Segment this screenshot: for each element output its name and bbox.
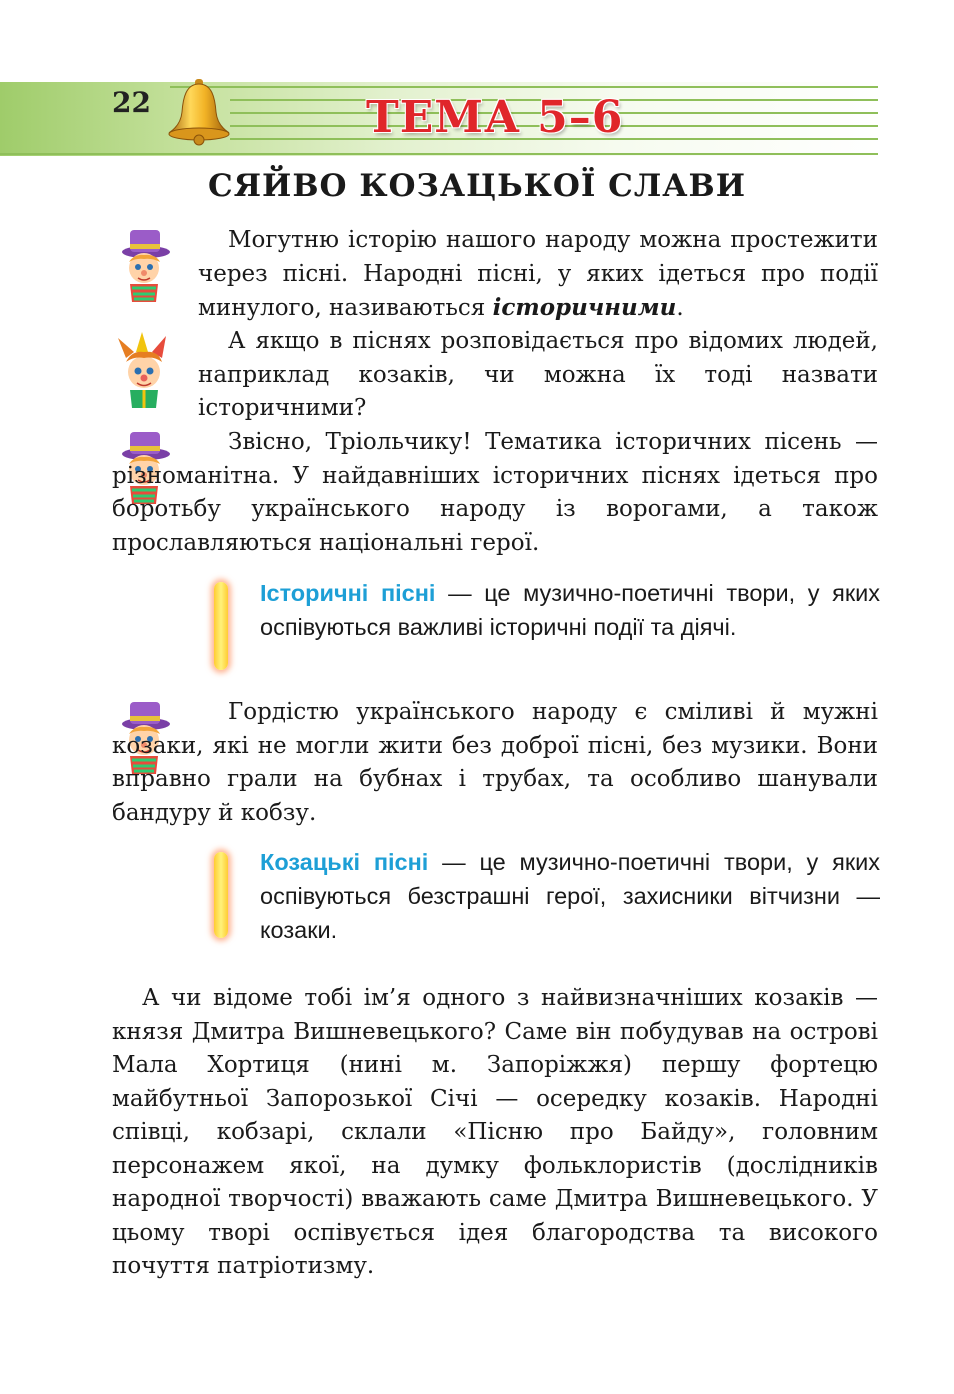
definition-marker <box>214 582 228 670</box>
definition-historical-songs <box>260 576 880 644</box>
definition-term: Історичні пісні <box>260 580 436 606</box>
paragraph-answer: Звісно, Тріольчику! Тематика історичних пісень — різноманітна. У найдавніших історичних піснях ідеться про боротьбу українського народу із ворогами, а також прославляються національні герої. <box>112 429 878 556</box>
definition-term: Козацькі пісні <box>260 849 429 875</box>
paragraph-intro-end: . <box>676 295 684 321</box>
definition-text: — це музично-поетичні твори, у яких оспівуються важливі історичні події та діячі. <box>260 580 880 640</box>
paragraph-vyshnevetsky: А чи відоме тобі ім’я одного з найвизначніших козаків — князя Дмитра Вишневецького? Саме він побудував на острові Мала Хортиця (нині м. Запоріжжя) першу фортецю майбутньої Запорозької Січі — осередку козаків. Народні співці, кобзарі, склали «Пісню про Байду», головним персонажем якої, на думку фольклористів (дослідників народної творчості) вважають саме Дмитра Вишневецького. У цьому творі оспівується ідея благородства та високого почуття патріотизму. <box>112 985 878 1279</box>
emphasis-term: історичними <box>492 294 677 321</box>
page-title: СЯЙВО КОЗАЦЬКОЇ СЛАВИ <box>208 168 746 204</box>
definition-marker <box>214 852 228 938</box>
definition-cossack-songs <box>260 845 880 947</box>
header-line <box>0 153 878 155</box>
paragraph-question: А якщо в піснях розповідається про відомих людей, наприклад козаків, чи можна їх тоді назвати історичними? <box>198 328 878 421</box>
bell-icon <box>166 76 232 146</box>
page-number: 22 <box>112 86 151 119</box>
jester-boy-character-icon <box>112 332 176 410</box>
paragraph-cossacks: Гордістю українського народу є сміливі й мужні козаки, які не могли жити без доброї пісні, без музики. Вони вправно грали на бубнах і трубах, та особливо шанували бандуру й кобзу. <box>112 699 878 826</box>
header-line <box>170 86 878 88</box>
paragraph-intro <box>198 224 878 326</box>
hat-boy-character-icon <box>112 228 176 306</box>
topic-heading: ТЕМА 5–6 <box>366 92 624 143</box>
definition-text: — це музично-поетичні твори, у яких оспівуються безстрашні герої, захисники вітчизни — козаки. <box>260 849 880 943</box>
paragraph-intro-text: Могутню історію нашого народу можна простежити через пісні. Народні пісні, у яких ідеться про події минулого, називаються <box>198 227 878 321</box>
